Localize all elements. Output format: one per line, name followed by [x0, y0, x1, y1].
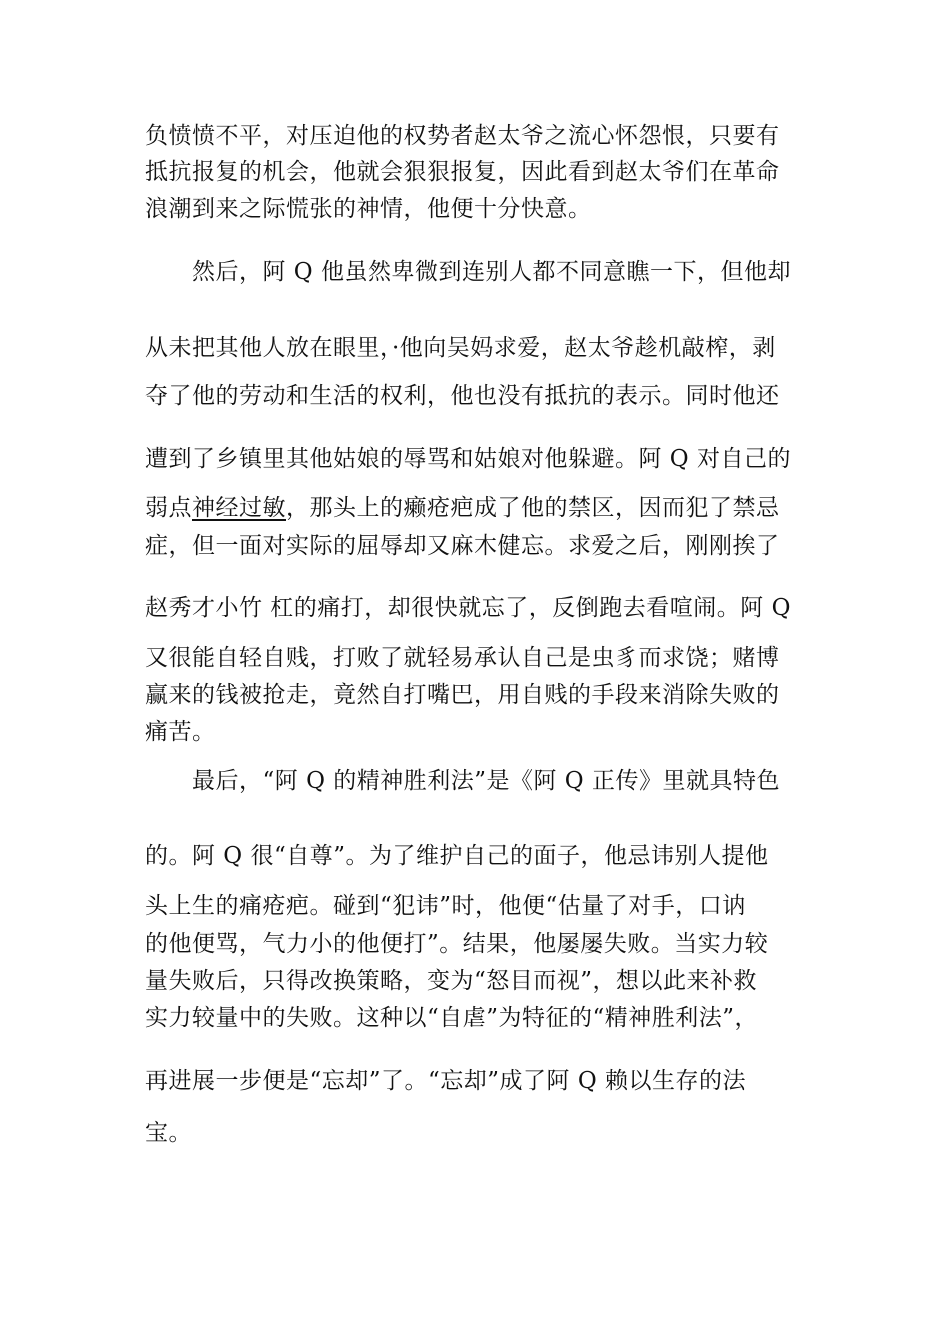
paragraph-line: 症，但一面对实际的屈辱却又麻木健忘。求爱之后，刚刚挨了 [145, 533, 780, 559]
line-text-after: ，那头上的癞疮疤成了他的禁区，因而犯了禁忌 [286, 495, 780, 521]
paragraph-line: 又很能自轻自贱，打败了就轻易承认自己是虫豸而求饶；赌博 [145, 645, 780, 671]
paragraph-line: 赵秀才小竹 杠的痛打，却很快就忘了，反倒跑去看喧闹。阿 Q [145, 595, 791, 621]
paragraph-line: 实力较量中的失败。这种以“自虐”为特征的“精神胜利法”， [145, 1005, 759, 1031]
paragraph-line: 抵抗报复的机会，他就会狠狠报复，因此看到赵太爷们在革命 [145, 159, 780, 185]
underlined-phrase: 神经过敏 [192, 495, 286, 521]
line-text-before: 弱点 [145, 495, 192, 521]
paragraph-line: 夺了他的劳动和生活的权利，他也没有抵抗的表示。同时他还 [145, 383, 780, 409]
paragraph-line: 赢来的钱被抢走，竟然自打嘴巴，用自贱的手段来消除失败的 [145, 682, 780, 708]
paragraph-line: 量失败后，只得改换策略，变为“怒目而视”，想以此来补救 [145, 968, 758, 994]
paragraph-line [145, 493, 780, 523]
paragraph-line: 从未把其他人放在眼里，·他向吴妈求爱，赵太爷趁机敲榨，剥 [145, 335, 776, 361]
paragraph-line: 痛苦。 [145, 719, 216, 745]
paragraph-line: 再进展一步便是“忘却”了。“忘却”成了阿 Q 赖以生存的法 [145, 1068, 747, 1094]
paragraph-line: 宝。 [145, 1120, 192, 1146]
paragraph-line: 的他便骂，气力小的他便打”。结果，他屡屡失败。当实力较 [145, 931, 769, 957]
paragraph-line: 遭到了乡镇里其他姑娘的辱骂和姑娘对他躲避。阿 Q 对自己的 [145, 446, 791, 472]
paragraph-first-line: 最后，“阿 Q 的精神胜利法”是《阿 Q 正传》里就具特色 [192, 768, 780, 794]
paragraph-line: 头上生的痛疮疤。碰到“犯讳”时，他便“估量了对手，口讷 [145, 893, 746, 919]
paragraph-first-line: 然后，阿 Q 他虽然卑微到连别人都不同意瞧一下，但他却 [192, 259, 791, 285]
paragraph-line: 负愤愤不平，对压迫他的权势者赵太爷之流心怀怨恨，只要有 [145, 123, 780, 149]
paragraph-line: 的。阿 Q 很“自尊”。为了维护自己的面子，他忌讳别人提他 [145, 843, 769, 869]
paragraph-line: 浪潮到来之际慌张的神情，他便十分快意。 [145, 196, 592, 222]
